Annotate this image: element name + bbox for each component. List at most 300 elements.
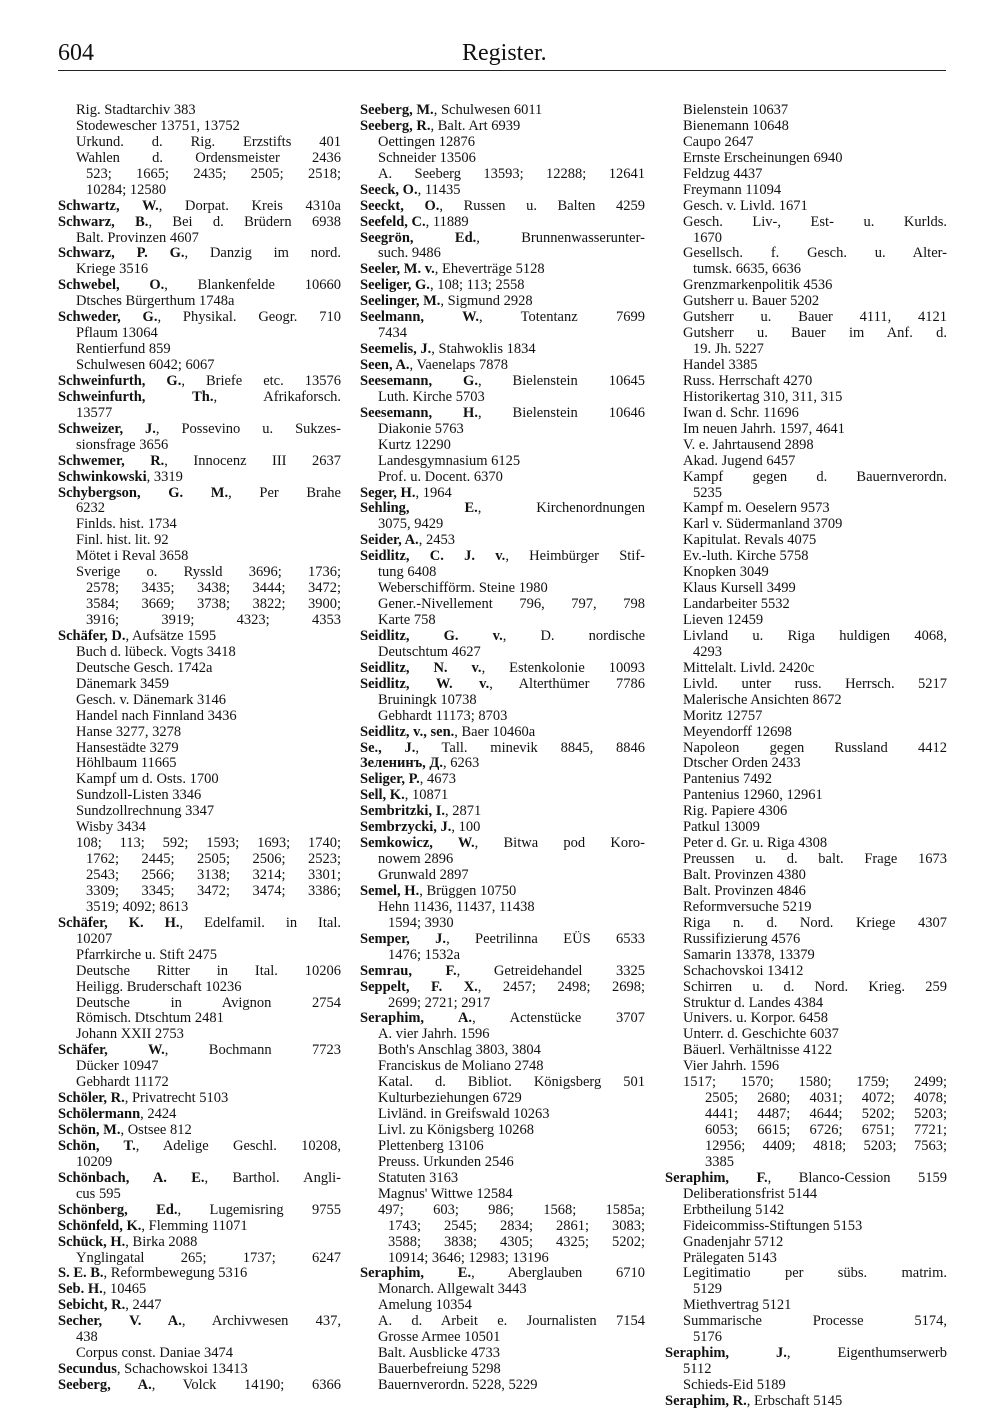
index-line (665, 1394, 947, 1410)
index-heading: Schweder, G. (58, 309, 158, 326)
index-text: Urkund. d. Rig. Erzstifts 401 (76, 133, 341, 150)
index-heading: Seesemann, H. (360, 404, 478, 421)
index-text: Amelung 10354 (378, 1297, 472, 1314)
index-line (665, 406, 947, 422)
index-text: 5235 (693, 484, 722, 501)
index-text: , 2447 (125, 1297, 162, 1314)
index-text: Katal. d. Bibliot. Königsberg 501 (378, 1074, 645, 1091)
index-text: Weberschifförm. Steine 1980 (378, 580, 548, 597)
index-line (58, 629, 341, 645)
index-heading: Schäfer, W. (58, 1042, 165, 1059)
index-text: Deutschtum 4627 (378, 643, 481, 660)
index-text: Both's Anschlag 3803, 3804 (378, 1042, 541, 1059)
index-line (665, 517, 947, 533)
index-line (665, 980, 947, 996)
index-line (58, 820, 341, 836)
index-line (665, 1298, 947, 1314)
index-text: , Bielenstein 10646 (477, 404, 645, 421)
index-line (58, 1155, 341, 1171)
index-line (665, 820, 947, 836)
index-line (58, 1346, 341, 1362)
index-line (360, 820, 645, 836)
index-line (58, 438, 341, 454)
index-heading: Schwarz, P. G. (58, 245, 185, 262)
index-line (360, 1139, 645, 1155)
index-heading: Seeberg, R. (360, 117, 431, 134)
index-text: Landarbeiter 5532 (683, 596, 790, 613)
index-heading: Seeberg, M. (360, 102, 434, 118)
index-line (58, 1059, 341, 1075)
index-text: Fideicommiss-Stiftungen 5153 (683, 1217, 863, 1234)
index-line (665, 183, 947, 199)
index-text: Wahlen d. Ordensmeister 2436 (76, 149, 341, 166)
index-text: Karl v. Südermanland 3709 (683, 516, 843, 533)
index-line (665, 996, 947, 1012)
index-heading: Seefeld, C. (360, 213, 426, 230)
index-line (665, 294, 947, 310)
index-text: Im neuen Jahrh. 1597, 4641 (683, 420, 845, 437)
index-text: Balt. Ausblicke 4733 (378, 1345, 501, 1362)
index-text: , 2457; 2498; 2698; (477, 978, 645, 995)
index-text: 438 (76, 1329, 98, 1346)
index-line (58, 167, 341, 183)
index-line (360, 374, 645, 390)
index-text: Sundzollrechnung 3347 (76, 803, 215, 820)
index-text: , Bielenstein 10645 (477, 372, 645, 389)
index-text: Feldzug 4437 (683, 165, 763, 182)
index-text: Johann XXII 2753 (76, 1026, 184, 1043)
index-text: , Tall. minevik 8845, 8846 (415, 739, 645, 756)
index-heading: Schwarz, B. (58, 213, 149, 230)
index-line (665, 326, 947, 342)
index-heading: Schäfer, D. (58, 627, 126, 644)
index-line (58, 294, 341, 310)
index-line (58, 246, 341, 262)
index-line (58, 836, 341, 852)
index-text: Erbtheilung 5142 (683, 1201, 785, 1218)
index-line (360, 1266, 645, 1282)
index-text: , Innocenz III 2637 (164, 452, 341, 469)
index-line (360, 613, 645, 629)
index-line (58, 1378, 341, 1394)
index-line (360, 725, 645, 741)
index-text: 12956; 4409; 4818; 5203; 7563; (705, 1137, 947, 1154)
index-line (665, 1282, 947, 1298)
index-text: 3309; 3345; 3472; 3474; 3386; (86, 882, 341, 899)
page-number: 604 (58, 40, 94, 66)
index-line (360, 294, 645, 310)
index-text: Karte 758 (378, 612, 436, 628)
index-line (360, 677, 645, 693)
index-text: Prof. u. Docent. 6370 (378, 468, 503, 485)
index-text: 3385 (705, 1153, 734, 1170)
index-line (58, 1171, 341, 1187)
index-text: Kampf m. Oeselern 9573 (683, 500, 830, 517)
index-line (665, 1378, 947, 1394)
index-text: Peter d. Gr. u. Riga 4308 (683, 835, 828, 852)
index-line (360, 1378, 645, 1394)
index-text: 5129 (693, 1281, 722, 1298)
index-line (58, 1362, 341, 1378)
index-line (665, 358, 947, 374)
index-line (665, 486, 947, 502)
index-line (58, 1027, 341, 1043)
index-text: Kampf gegen d. Bauernverordn. (683, 468, 947, 485)
index-line (665, 725, 947, 741)
index-text: 3584; 3669; 3738; 3822; 3900; (86, 596, 341, 613)
index-text: Pfarrkirche u. Stift 2475 (76, 946, 217, 963)
index-text: Samarin 13378, 13379 (683, 946, 815, 963)
index-heading: Seidlitz, G. v. (360, 627, 503, 644)
index-line (360, 438, 645, 454)
index-text: Magnus' Wittwe 12584 (378, 1185, 513, 1202)
index-heading: Seeler, M. v. (360, 261, 435, 278)
index-text: Kulturbeziehungen 6729 (378, 1090, 522, 1107)
index-text: 10207 (76, 930, 113, 947)
index-line (360, 884, 645, 900)
index-text: Gesch. v. Dänemark 3146 (76, 691, 227, 708)
index-text: Gutsherr u. Bauer 5202 (683, 293, 820, 310)
index-text: Kampf um d. Osts. 1700 (76, 771, 219, 788)
index-line (58, 1011, 341, 1027)
index-line (665, 868, 947, 884)
index-heading: Seidlitz, v., sen. (360, 723, 455, 740)
index-text: , Blankenfelde 10660 (164, 277, 341, 294)
index-text: Deutsche in Avignon 2754 (76, 994, 341, 1011)
index-text: Mötet i Reval 3658 (76, 548, 189, 565)
index-text: Grenzmarkenpolitik 4536 (683, 277, 833, 294)
index-text: 3916; 3919; 4323; 4353 (86, 612, 341, 628)
index-text: , 10465 (102, 1281, 147, 1298)
index-text: Balt. Provinzen 4607 (76, 229, 199, 246)
index-line (360, 1107, 645, 1123)
index-line (665, 151, 947, 167)
index-text: tung 6408 (378, 564, 437, 581)
index-heading: Seraphim, F. (665, 1169, 768, 1186)
index-heading: Seidlitz, W. v. (360, 675, 490, 692)
index-line (360, 1171, 645, 1187)
index-column-2 (360, 103, 645, 1394)
index-text: Legitimatio per sübs. matrim. (683, 1265, 947, 1282)
index-line (360, 151, 645, 167)
index-line (58, 183, 341, 199)
index-text: Römisch. Dtschtum 2481 (76, 1010, 224, 1027)
index-text: Moritz 12757 (683, 707, 763, 724)
index-heading: Sembritzki, I. (360, 803, 445, 820)
index-text: tumsk. 6635, 6636 (693, 261, 801, 278)
index-text: Prälegaten 5143 (683, 1249, 777, 1266)
index-line (665, 1043, 947, 1059)
index-text: Bruiningk 10738 (378, 691, 477, 708)
index-line (665, 1107, 947, 1123)
index-text: , Heimbürger Stif- (505, 548, 645, 565)
index-heading: Secher, V. A. (58, 1313, 182, 1330)
index-text: Gebhardt 11173; 8703 (378, 707, 508, 724)
index-text: , Bitwa pod Koro- (474, 835, 645, 852)
index-line (665, 1171, 947, 1187)
index-text: , Russen u. Balten 4259 (439, 197, 645, 214)
index-text: Riga n. d. Nord. Kriege 4307 (683, 914, 947, 931)
index-text: 13577 (76, 404, 113, 421)
index-heading: Schön, M. (58, 1122, 121, 1138)
index-text: Deliberationsfrist 5144 (683, 1185, 818, 1202)
index-line (360, 1314, 645, 1330)
index-line (58, 693, 341, 709)
index-line (360, 358, 645, 374)
index-line (58, 900, 341, 916)
index-text: 1762; 2445; 2505; 2506; 2523; (86, 851, 341, 868)
index-text: Sverige o. Ryssld 3696; 1736; (76, 564, 341, 581)
index-text: Gnadenjahr 5712 (683, 1233, 784, 1250)
index-text: , Sigmund 2928 (440, 293, 533, 310)
index-text: Mittelalt. Livld. 2420c (683, 659, 815, 676)
index-text: Struktur d. Landes 4384 (683, 994, 824, 1011)
index-text: , Danzig im nord. (184, 245, 341, 262)
index-text: Corpus const. Daniae 3474 (76, 1345, 234, 1362)
index-heading: Seelmann, W. (360, 309, 479, 326)
index-line (58, 1314, 341, 1330)
index-text: 6232 (76, 500, 105, 517)
index-heading: Seesemann, G. (360, 372, 478, 389)
index-line (360, 1346, 645, 1362)
index-line (665, 756, 947, 772)
index-line (665, 661, 947, 677)
index-line (665, 932, 947, 948)
index-text: Hehn 11436, 11437, 11438 (378, 898, 535, 915)
index-heading: Seraphim, E. (360, 1265, 472, 1282)
index-line (360, 278, 645, 294)
index-text: , Birka 2088 (125, 1233, 198, 1250)
index-heading: Schölermann (58, 1106, 141, 1123)
index-heading: Seemelis, J. (360, 341, 432, 358)
index-text: V. e. Jahrtausend 2898 (683, 436, 814, 453)
index-text: Caupo 2647 (683, 133, 754, 150)
index-text: Handel nach Finnland 3436 (76, 707, 237, 724)
index-line (58, 756, 341, 772)
index-line (360, 709, 645, 725)
index-text: , Erbschaft 5145 (746, 1392, 843, 1409)
index-line (360, 1282, 645, 1298)
index-text: , 3319 (146, 468, 183, 485)
index-heading: Schwinkowski (58, 468, 147, 485)
index-line (58, 964, 341, 980)
index-line (58, 103, 341, 119)
index-column-1 (58, 103, 341, 1394)
index-line (58, 422, 341, 438)
index-line (58, 310, 341, 326)
index-text: , Totentanz 7699 (478, 309, 645, 326)
index-line (58, 517, 341, 533)
index-line (360, 406, 645, 422)
index-text: Statuten 3163 (378, 1169, 459, 1186)
index-line (360, 948, 645, 964)
index-line (360, 1330, 645, 1346)
index-text: , 6263 (443, 755, 480, 772)
index-text: Ynglingatal 265; 1737; 6247 (76, 1249, 341, 1266)
index-line (58, 661, 341, 677)
index-heading: Зеленинъ, Д. (360, 755, 444, 772)
index-line (360, 916, 645, 932)
index-line (360, 996, 645, 1012)
index-line (360, 1203, 645, 1219)
index-text: , 10871 (404, 787, 449, 804)
index-line (360, 183, 645, 199)
index-text: Schirren u. d. Nord. Krieg. 259 (683, 978, 947, 995)
index-line (360, 741, 645, 757)
index-line (360, 852, 645, 868)
index-line (665, 884, 947, 900)
index-text: Russ. Herrschaft 4270 (683, 372, 813, 389)
index-line (665, 262, 947, 278)
index-line (58, 1330, 341, 1346)
index-heading: S. E. B. (58, 1265, 104, 1282)
index-line (665, 1346, 947, 1362)
index-text: Gutsherr u. Bauer 4111, 4121 (683, 309, 947, 326)
index-line (58, 852, 341, 868)
index-text: , Brunnenwasserunter- (476, 229, 645, 246)
index-line (360, 756, 645, 772)
index-line (360, 342, 645, 358)
index-line (58, 884, 341, 900)
index-text: Grunwald 2897 (378, 867, 469, 883)
index-text: , Stahwoklis 1834 (431, 341, 536, 358)
index-text: Russifizierung 4576 (683, 930, 801, 947)
index-text: 6053; 6615; 6726; 6751; 7721; (705, 1122, 947, 1138)
index-heading: Sebicht, R. (58, 1297, 126, 1314)
index-line (58, 868, 341, 884)
index-line (58, 788, 341, 804)
index-text: , 108; 113; 2558 (429, 277, 525, 294)
index-line (665, 1059, 947, 1075)
index-line (58, 374, 341, 390)
index-line (665, 231, 947, 247)
index-heading: Schweinfurth, Th. (58, 388, 214, 405)
index-text: , Schachowskoi 13413 (116, 1361, 248, 1378)
index-line (58, 1091, 341, 1107)
index-text: , Adelige Geschl. 10208, (135, 1137, 341, 1154)
index-line (360, 1075, 645, 1091)
index-text: A. Seeberg 13593; 12288; 12641 (378, 165, 645, 182)
index-line (58, 1107, 341, 1123)
index-heading: Schybergson, G. M. (58, 484, 229, 501)
index-text: 1594; 3930 (388, 914, 454, 931)
index-line (360, 1043, 645, 1059)
index-text: , Dorpat. Kreis 4310a (158, 197, 341, 214)
index-line (360, 804, 645, 820)
index-heading: Seger, H. (360, 484, 416, 501)
index-text: 19. Jh. 5227 (693, 341, 764, 358)
header-rule (58, 70, 946, 71)
index-text: , Barthol. Angli- (204, 1169, 341, 1186)
index-text: , Alterthümer 7786 (489, 675, 645, 692)
index-text: Gebhardt 11172 (76, 1074, 169, 1091)
index-text: Vier Jahrh. 1596 (683, 1058, 780, 1075)
index-text: 2699; 2721; 2917 (388, 994, 491, 1011)
index-text: Ernste Erscheinungen 6940 (683, 149, 843, 166)
index-text: Rig. Papiere 4306 (683, 803, 788, 820)
index-heading: Schönfeld, K. (58, 1217, 142, 1234)
index-text: 2578; 3435; 3438; 3444; 3472; (86, 580, 341, 597)
index-line (665, 167, 947, 183)
index-line (360, 390, 645, 406)
index-text: , Afrikaforsch. (213, 388, 342, 405)
index-line (360, 246, 645, 262)
index-text: Rig. Stadtarchiv 383 (76, 102, 196, 118)
index-heading: Semkowicz, W. (360, 835, 475, 852)
index-text: Dänemark 3459 (76, 675, 170, 692)
index-heading: Schwebel, O. (58, 277, 165, 294)
index-text: , 2453 (418, 532, 455, 549)
index-line (360, 964, 645, 980)
index-text: A. d. Arbeit e. Journalisten 7154 (378, 1313, 645, 1330)
index-line (360, 1235, 645, 1251)
index-text: , 1964 (415, 484, 452, 501)
index-line (58, 597, 341, 613)
index-line (665, 1235, 947, 1251)
index-line (665, 916, 947, 932)
index-text: Kurtz 12290 (378, 436, 451, 453)
index-text: Bauerbefreiung 5298 (378, 1361, 501, 1378)
index-text: Bielenstein 10637 (683, 102, 789, 118)
index-line (665, 772, 947, 788)
index-line (360, 788, 645, 804)
index-line (360, 772, 645, 788)
index-text: Knopken 3049 (683, 564, 769, 581)
index-line (665, 852, 947, 868)
index-heading: Schwemer, R. (58, 452, 165, 469)
index-text: 3519; 4092; 8613 (86, 898, 189, 915)
index-line (360, 199, 645, 215)
index-heading: Seeberg, A. (58, 1377, 152, 1393)
index-heading: Schöler, R. (58, 1090, 125, 1107)
index-line (360, 1219, 645, 1235)
index-line (360, 868, 645, 884)
index-text: Dtscher Orden 2433 (683, 755, 801, 772)
index-text: Stodewescher 13751, 13752 (76, 117, 240, 134)
index-text: 4441; 4487; 4644; 5202; 5203; (705, 1106, 947, 1123)
index-line (665, 1314, 947, 1330)
index-text: , Vaenelaps 7878 (409, 357, 508, 373)
index-line (665, 1219, 947, 1235)
index-heading: Seen, A. (360, 357, 410, 373)
index-heading: Schweinfurth, G. (58, 372, 182, 389)
index-text: Sundzoll-Listen 3346 (76, 787, 202, 804)
index-heading: Sehling, E. (360, 500, 478, 517)
index-text: 497; 603; 986; 1568; 1585a; (378, 1201, 645, 1218)
index-text: Klaus Kursell 3499 (683, 580, 796, 597)
index-text: , Brüggen 10750 (419, 882, 517, 899)
index-line (665, 804, 947, 820)
index-line (360, 310, 645, 326)
index-line (360, 1155, 645, 1171)
index-line (665, 390, 947, 406)
index-line (360, 1123, 645, 1139)
index-line (58, 119, 341, 135)
index-heading: Seraphim, J. (665, 1345, 787, 1362)
index-line (58, 1251, 341, 1267)
index-line (665, 1362, 947, 1378)
index-line (665, 470, 947, 486)
index-text: 5176 (693, 1329, 722, 1346)
index-text: , Eigenthumserwerb (786, 1345, 947, 1362)
index-text: , Blanco-Cession 5159 (767, 1169, 947, 1186)
index-text: 1670 (693, 229, 722, 246)
index-line (360, 1251, 645, 1267)
index-text: Plettenberg 13106 (378, 1137, 484, 1154)
index-line (665, 533, 947, 549)
index-line (360, 1091, 645, 1107)
index-line (58, 454, 341, 470)
